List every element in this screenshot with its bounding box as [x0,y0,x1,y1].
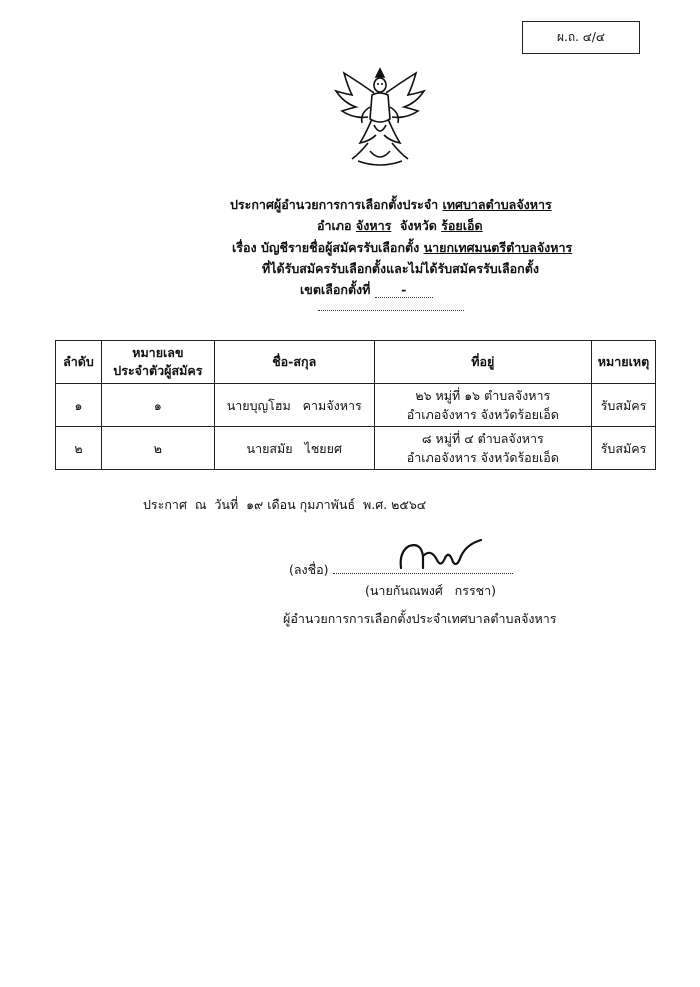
cell-order: ๒ [56,427,102,470]
col-header-number [101,341,214,384]
form-code: ผ.ถ. ๔/๔ [557,30,605,44]
cell-address [374,384,591,427]
signer-name: (นายกันณพงศ์ กรรชา) [365,583,497,598]
col-header-note: หมายเหตุ [591,341,655,384]
sign-label: (ลงชื่อ) [289,562,329,577]
cell-number: ๑ [101,384,214,427]
district-label: อำเภอ [317,218,352,233]
garuda-emblem-icon [330,63,430,173]
cell-note: รับสมัคร [591,384,655,427]
cell-address [374,427,591,470]
col-header-order: ลำดับ [56,341,102,384]
address-line-1: ๒๖ หมู่ที่ ๑๖ ตำบลจังหาร [415,388,551,403]
table-row [56,384,656,427]
cell-name: นายสมัย ไชยยศ [214,427,374,470]
signature-row [289,560,513,580]
candidate-table [55,340,656,470]
header-title-prefix: ประกาศผู้อำนวยการการเลือกตั้งประจำ [230,197,439,212]
announcement-date: ประกาศ ณ วันที่ ๑๙ เดือน กุมภาพันธ์ พ.ศ. ๒๕๖๔ [143,497,427,512]
address-line-1: ๘ หมู่ที่ ๔ ตำบลจังหาร [421,431,544,446]
zone-value: - [375,282,433,298]
header-line-4-text: ที่ได้รับสมัครรับเลือกตั้งและไม่ได้รับสมัครรับเลือกตั้ง [262,261,539,276]
cell-name: นายบุญโฮม คามจังหาร [214,384,374,427]
header-line-3 [232,238,572,258]
subject-text: บัญชีรายชื่อผู้สมัครรับเลือกตั้ง [260,240,420,255]
district-value: จังหาร [355,218,392,233]
signature-dotted-line [333,573,513,574]
header-divider [318,310,464,311]
province-value: ร้อยเอ็ด [441,218,483,233]
header-organization: เทศบาลตำบลจังหาร [442,197,552,212]
header-line-2 [317,216,483,236]
subject-label: เรื่อง [232,240,257,255]
cell-number: ๒ [101,427,214,470]
table-header-row [56,341,656,384]
col-header-address: ที่อยู่ [374,341,591,384]
col-header-number-line1: หมายเลข [132,345,184,360]
signer-title: ผู้อำนวยการการเลือกตั้งประจำเทศบาลตำบลจังหาร [283,611,557,626]
cell-note: รับสมัคร [591,427,655,470]
table-row [56,427,656,470]
subject-position: นายกเทศมนตรีตำบลจังหาร [423,240,573,255]
col-header-name: ชื่อ-สกุล [214,341,374,384]
address-line-2: อำเภอจังหาร จังหวัดร้อยเอ็ด [406,407,559,422]
province-label: จังหวัด [400,218,437,233]
address-line-2: อำเภอจังหาร จังหวัดร้อยเอ็ด [406,450,559,465]
cell-order: ๑ [56,384,102,427]
col-header-number-line2: ประจำตัวผู้สมัคร [113,363,203,378]
header-line-5 [300,280,433,300]
header-line-1 [230,195,552,215]
header-line-4 [262,259,539,279]
form-code-box [522,21,640,54]
zone-label: เขตเลือกตั้งที่ [300,282,371,297]
